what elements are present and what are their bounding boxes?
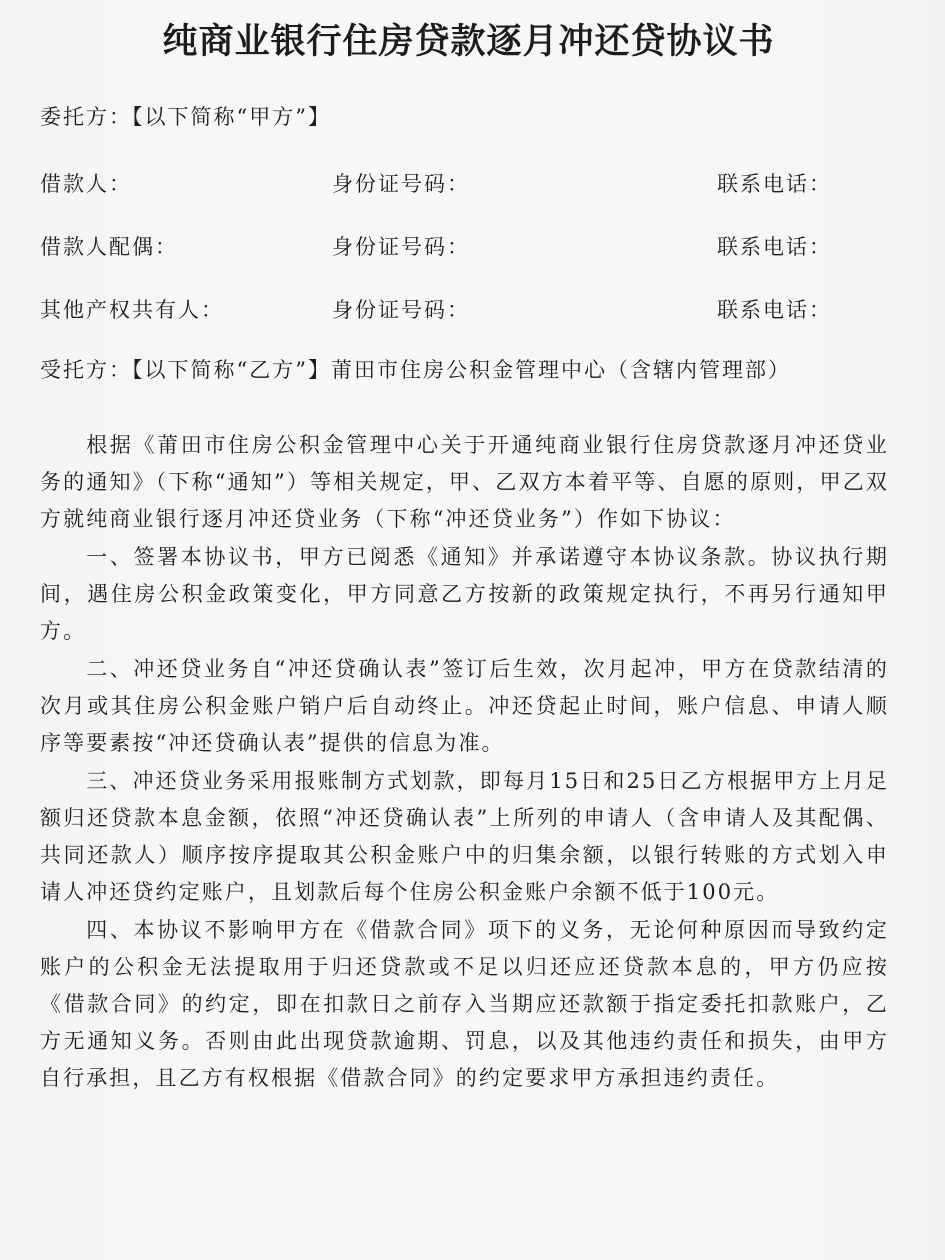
co-owner-id-label: 身份证号码： [332,298,470,322]
spouse-row [40,231,889,261]
borrower-label: 借款人： [40,172,132,196]
co-owner-label: 其他产权共有人： [40,298,224,322]
party-b-line: 受托方：【以下简称“乙方”】莆田市住房公积金管理中心（含辖内管理部） [40,358,791,382]
clause-2-paragraph: 二、冲还贷业务自“冲还贷确认表”签订后生效，次月起冲，甲方在贷款结清的次月或其住房公积金账户销户后自动终止。冲还贷起止时间，账户信息、申请人顺序等要素按“冲还贷确认表”提供的信息为准。 [40,657,889,755]
co-owner-row [40,294,889,324]
spouse-phone-label: 联系电话： [717,235,832,259]
spouse-id-label: 身份证号码： [332,235,470,259]
document-title: 纯商业银行住房贷款逐月冲还贷协议书 [162,21,775,62]
clause-1-paragraph: 一、签署本协议书，甲方已阅悉《通知》并承诺遵守本协议条款。协议执行期间，遇住房公积金政策变化，甲方同意乙方按新的政策规定执行，不再另行通知甲方。 [40,545,889,643]
clause-3-paragraph: 三、冲还贷业务采用报账制方式划款，即每月15日和25日乙方根据甲方上月足额归还贷款本息金额，依照“冲还贷确认表”上所列的申请人（含申请人及其配偶、共同还款人）顺序按序提取其公积金账户中的归集余额，以银行转账的方式划入申请人冲还贷约定账户，且划款后每个住房公积金账户余额不低于100元。 [40,769,889,904]
co-owner-phone-label: 联系电话： [717,298,832,322]
spouse-label: 借款人配偶： [40,235,178,259]
borrower-row [40,168,889,198]
clause-4-paragraph: 四、本协议不影响甲方在《借款合同》项下的义务，无论何种原因而导致约定账户的公积金无法提取用于归还贷款或不足以归还应还贷款本息的，甲方仍应按《借款合同》的约定，即在扣款日之前存入当期应还款额于指定委托扣款账户，乙方无通知义务。否则由此出现贷款逾期、罚息，以及其他违约责任和损失，由甲方自行承担，且乙方有权根据《借款合同》的约定要求甲方承担违约责任。 [40,918,889,1090]
borrower-phone-label: 联系电话： [717,172,832,196]
borrower-id-label: 身份证号码： [332,172,470,196]
party-a-line: 委托方：【以下简称“甲方”】 [40,105,331,129]
intro-paragraph: 根据《莆田市住房公积金管理中心关于开通纯商业银行住房贷款逐月冲还贷业务的通知》（下称“通知”）等相关规定，甲、乙双方本着平等、自愿的原则，甲乙双方就纯商业银行逐月冲还贷业务（下称“冲还贷业务”）作如下协议： [40,433,889,531]
